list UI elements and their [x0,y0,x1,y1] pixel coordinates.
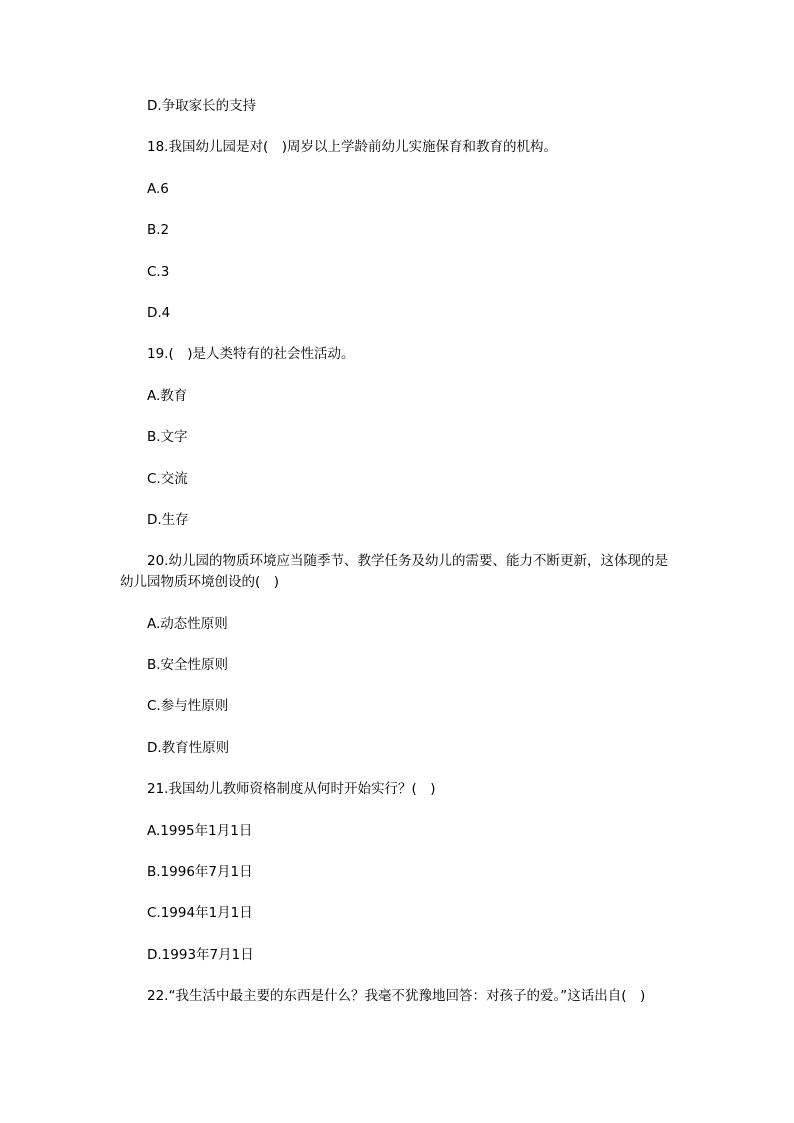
option-20-b: B.安全性原则 [147,657,229,674]
question-21: 21.我国幼儿教师资格制度从何时开始实行？( ) [147,781,436,798]
option-18-c: C.3 [147,263,170,280]
option-21-b: B.1996年7月1日 [147,864,253,881]
question-18: 18.我国幼儿园是对( )周岁以上学龄前幼儿实施保育和教育的机构。 [147,139,558,156]
option-21-c: C.1994年1月1日 [147,905,253,922]
option-21-a: A.1995年1月1日 [147,822,253,839]
option-18-b: B.2 [147,222,170,239]
option-18-d: D.4 [147,304,171,321]
option-21-d: D.1993年7月1日 [147,946,254,963]
option-19-d: D.生存 [147,511,189,528]
option-20-a: A.动态性原则 [147,615,228,632]
option-17-d: D.争取家长的支持 [147,98,257,114]
question-19: 19.( )是人类特有的社会性活动。 [147,346,355,363]
document-body [120,96,680,1028]
option-20-c: C.参与性原则 [147,698,229,715]
question-20: 20.幼儿园的物质环境应当随季节、教学任务及幼儿的需要、能力不断更新，这体现的是幼儿园物质环境创设的( ) [120,553,668,591]
option-19-b: B.文字 [147,429,188,446]
option-18-a: A.6 [147,180,169,197]
option-19-a: A.教育 [147,387,188,404]
option-19-c: C.交流 [147,470,188,487]
question-22: 22.“我生活中最主要的东西是什么？我毫不犹豫地回答：对孩子的爱。”这话出自( ) [147,988,646,1005]
option-20-d: D.教育性原则 [147,739,230,756]
